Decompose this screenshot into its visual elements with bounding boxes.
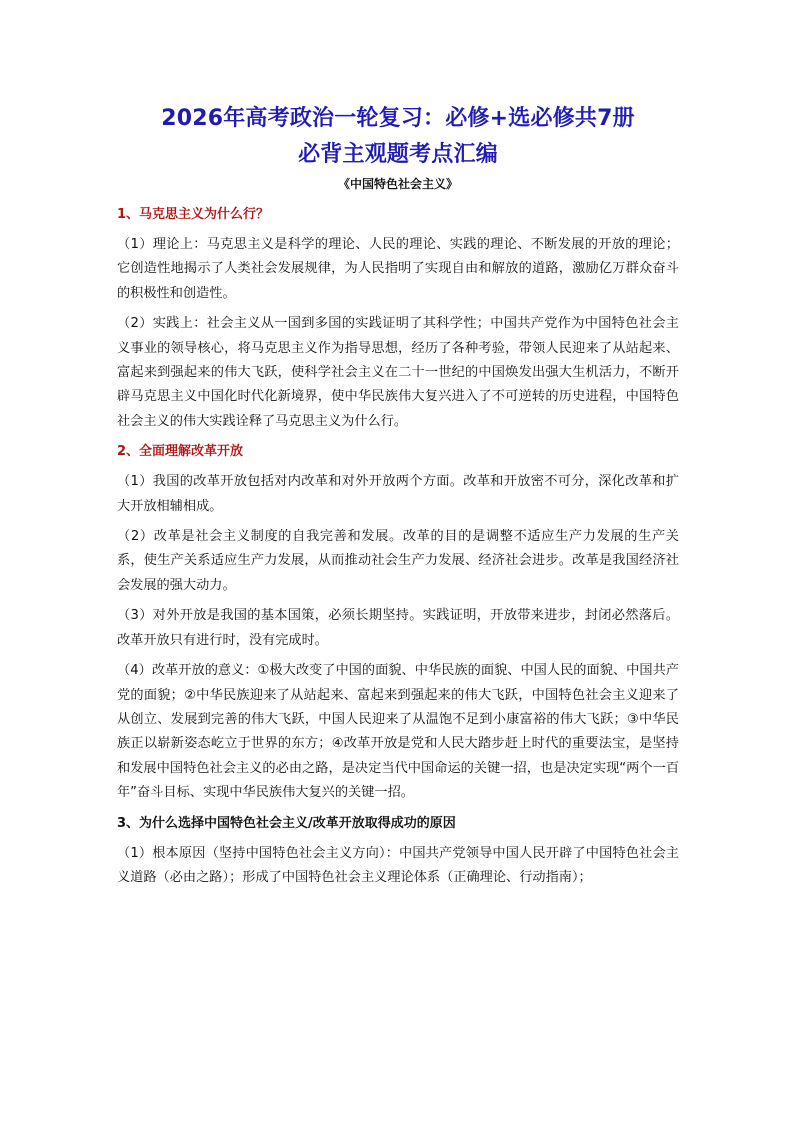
- section-heading-1: 1、马克思主义为什么行？: [117, 207, 270, 222]
- section-3-paragraph-1: （1）根本原因（坚持中国特色社会主义方向）：中国共产党领导中国人民开辟了中国特色社会主义道路（必由之路）；形成了中国特色社会主义理论体系（正确理论、行动指南）；: [117, 845, 679, 885]
- section-1: [117, 203, 679, 434]
- document-subtitle: 《中国特色社会主义》: [337, 177, 458, 191]
- section-2-paragraph-2: （2）改革是社会主义制度的自我完善和发展。改革的目的是调整不适应生产力发展的生产关系，使生产关系适应生产力发展，从而推动社会生产力发展、经济社会进步。改革是我国经济社会发展的强大动力。: [117, 529, 679, 593]
- section-2: [117, 440, 679, 805]
- section-2-paragraph-3: （3）对外开放是我国的基本国策，必须长期坚持。实践证明，开放带来进步，封闭必然落后。改革开放只有进行时，没有完成时。: [117, 608, 679, 648]
- document-title-line-1: 2026年高考政治一轮复习：必修+选必修共7册: [161, 106, 635, 131]
- section-1-paragraph-2: （2）实践上：社会主义从一国到多国的实践证明了其科学性；中国共产党作为中国特色社会主义事业的领导核心，将马克思主义作为指导思想，经历了各种考验，带领人民迎来了从站起来、富起来到强起来的伟大飞跃，使科学社会主义在二十一世纪的中国焕发出强大生机活力，不断开辟马克思主义中国化时代化新境界，使中华民族伟大复兴进入了不可逆转的历史进程，中国特色社会主义的伟大实践诠释了马克思主义为什么行。: [117, 316, 679, 429]
- section-heading-3: 3、为什么选择中国特色社会主义/改革开放取得成功的原因: [117, 815, 456, 831]
- section-1-paragraph-1: （1）理论上：马克思主义是科学的理论、人民的理论、实践的理论、不断发展的开放的理论；它创造性地揭示了人类社会发展规律，为人民指明了实现自由和解放的道路，激励亿万群众奋斗的积极性和创造性。: [117, 237, 679, 301]
- section-heading-2: 2、全面理解改革开放: [117, 444, 244, 460]
- document-content: [117, 101, 679, 896]
- section-2-paragraph-1: （1）我国的改革开放包括对内改革和对外开放两个方面。改革和开放密不可分，深化改革和扩大开放相辅相成。: [117, 474, 679, 514]
- section-3: [117, 812, 679, 891]
- document-title-line-2: 必背主观题考点汇编: [298, 142, 498, 167]
- section-2-paragraph-4: （4）改革开放的意义：①极大改变了中国的面貌、中华民族的面貌、中国人民的面貌、中国共产党的面貌；②中华民族迎来了从站起来、富起来到强起来的伟大飞跃，中国特色社会主义迎来了从创立、发展到完善的伟大飞跃，中国人民迎来了从温饱不足到小康富裕的伟大飞跃；③中华民族正以崭新姿态屹立于世界的东方；④改革开放是党和人民大踏步赶上时代的重要法宝，是坚持和发展中国特色社会主义的必由之路，是决定当代中国命运的关键一招，也是决定实现“两个一百年”奋斗目标、实现中华民族伟大复兴的关键一招。: [117, 663, 679, 801]
